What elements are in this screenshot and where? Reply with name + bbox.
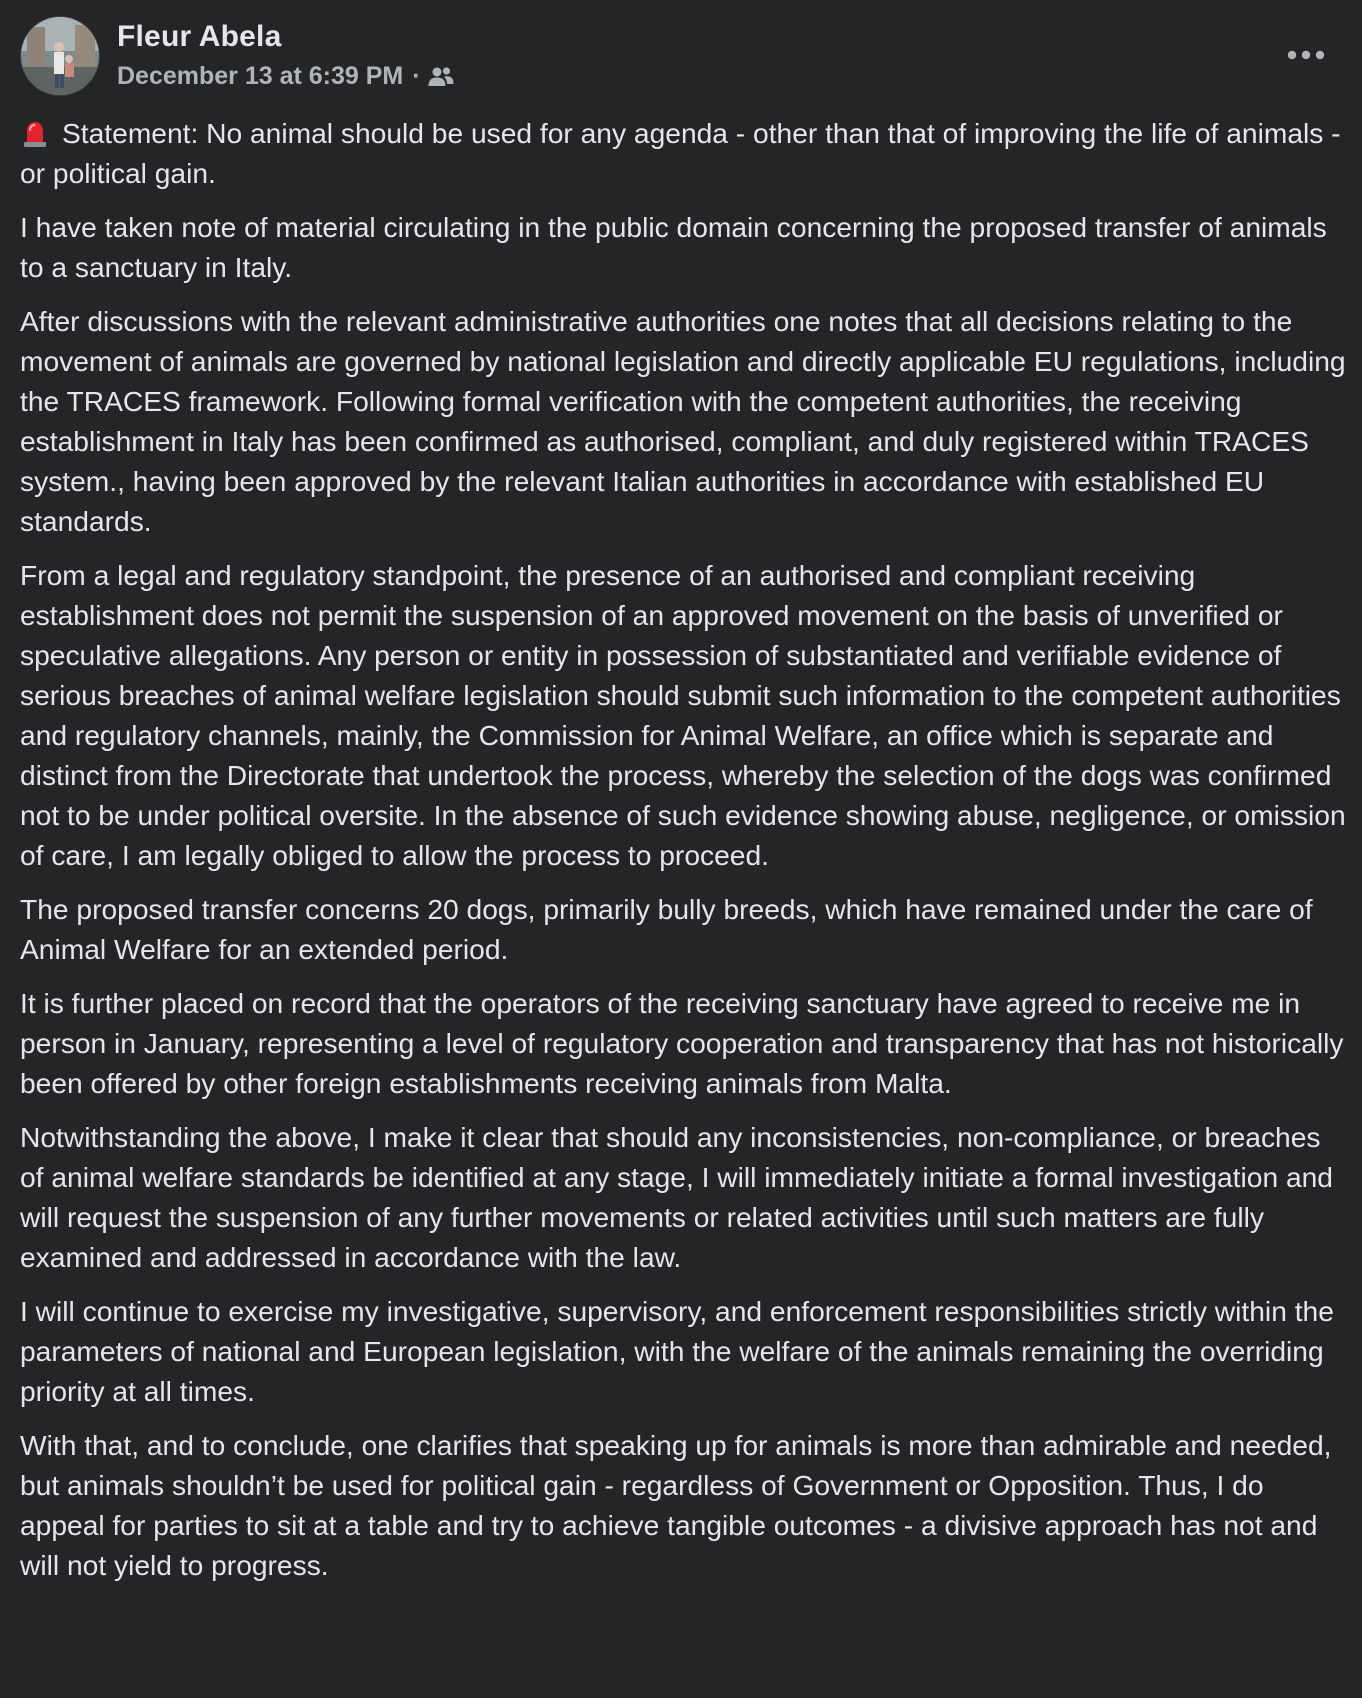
post-timestamp[interactable]: December 13 at 6:39 PM [117, 62, 404, 90]
more-options-icon[interactable] [1282, 40, 1330, 70]
paragraph: I have taken note of material circulating in the public domain concerning the proposed transfer of animals to a sanctuary in Italy. [20, 211, 1327, 283]
author-avatar[interactable] [20, 16, 100, 96]
paragraph: From a legal and regulatory standpoint, the presence of an authorised and compliant receiving establishment does not permit the suspension of an approved movement on the basis of unverified or speculative allegations. Any person or entity in possession of substantiated and verifiable evidence of serious breaches of animal welfare legislation should submit such information to the competent authorities and regulatory channels, mainly, the Commission for Animal Welfare, an office which is separate and distinct from the Directorate that undertook the process, whereby the selection of the dogs was confirmed not to be under political oversite. In the absence of such evidence showing abuse, negligence, or omission of care, I am legally obliged to allow the process to proceed. [20, 559, 1346, 871]
paragraph: After discussions with the relevant administrative authorities one notes that all decisions relating to the movement of animals are governed by national legislation and directly applicable EU regulations, including the TRACES framework. Following formal verification with the competent authorities, the receiving establishment in Italy has been confirmed as authorised, compliant, and duly registered within TRACES system., having been approved by the relevant Italian authorities in accordance with established EU standards. [20, 305, 1346, 537]
paragraph: The proposed transfer concerns 20 dogs, primarily bully breeds, which have remained under the care of Animal Welfare for an extended period. [20, 893, 1313, 965]
paragraph: Notwithstanding the above, I make it clear that should any inconsistencies, non-compliance, or breaches of animal welfare standards be identified at any stage, I will immediately initiate a formal investigation and will request the suspension of any further movements or related activities until such matters are fully examined and addressed in accordance with the law. [20, 1121, 1333, 1273]
paragraph: It is further placed on record that the operators of the receiving sanctuary have agreed to receive me in person in January, representing a level of regulatory cooperation and transparency that has not historically been offered by other foreign establishments receiving animals from Malta. [20, 987, 1344, 1099]
meta-separator: · [412, 62, 421, 90]
paragraph: I will continue to exercise my investigative, supervisory, and enforcement responsibilities strictly within the parameters of national and European legislation, with the welfare of the animals remaining the overriding priority at all times. [20, 1295, 1334, 1407]
siren-icon [20, 118, 50, 148]
post-meta [117, 62, 455, 91]
friends-icon[interactable] [427, 65, 455, 89]
author-name[interactable]: Fleur Abela [117, 20, 282, 53]
post-body [20, 113, 1350, 1599]
paragraph: With that, and to conclude, one clarifies that speaking up for animals is more than admirable and needed, but animals shouldn’t be used for political gain - regardless of Government or Opposition. Thus, I do appeal for parties to sit at a table and try to achieve tangible outcomes - a divisive approach has not and will not yield to progress. [20, 1429, 1332, 1581]
paragraph-statement [20, 113, 1350, 193]
paragraph-text: Statement: No animal should be used for any agenda - other than that of improving the life of animals - or political gain. [20, 117, 1341, 189]
post-header [20, 16, 1340, 96]
